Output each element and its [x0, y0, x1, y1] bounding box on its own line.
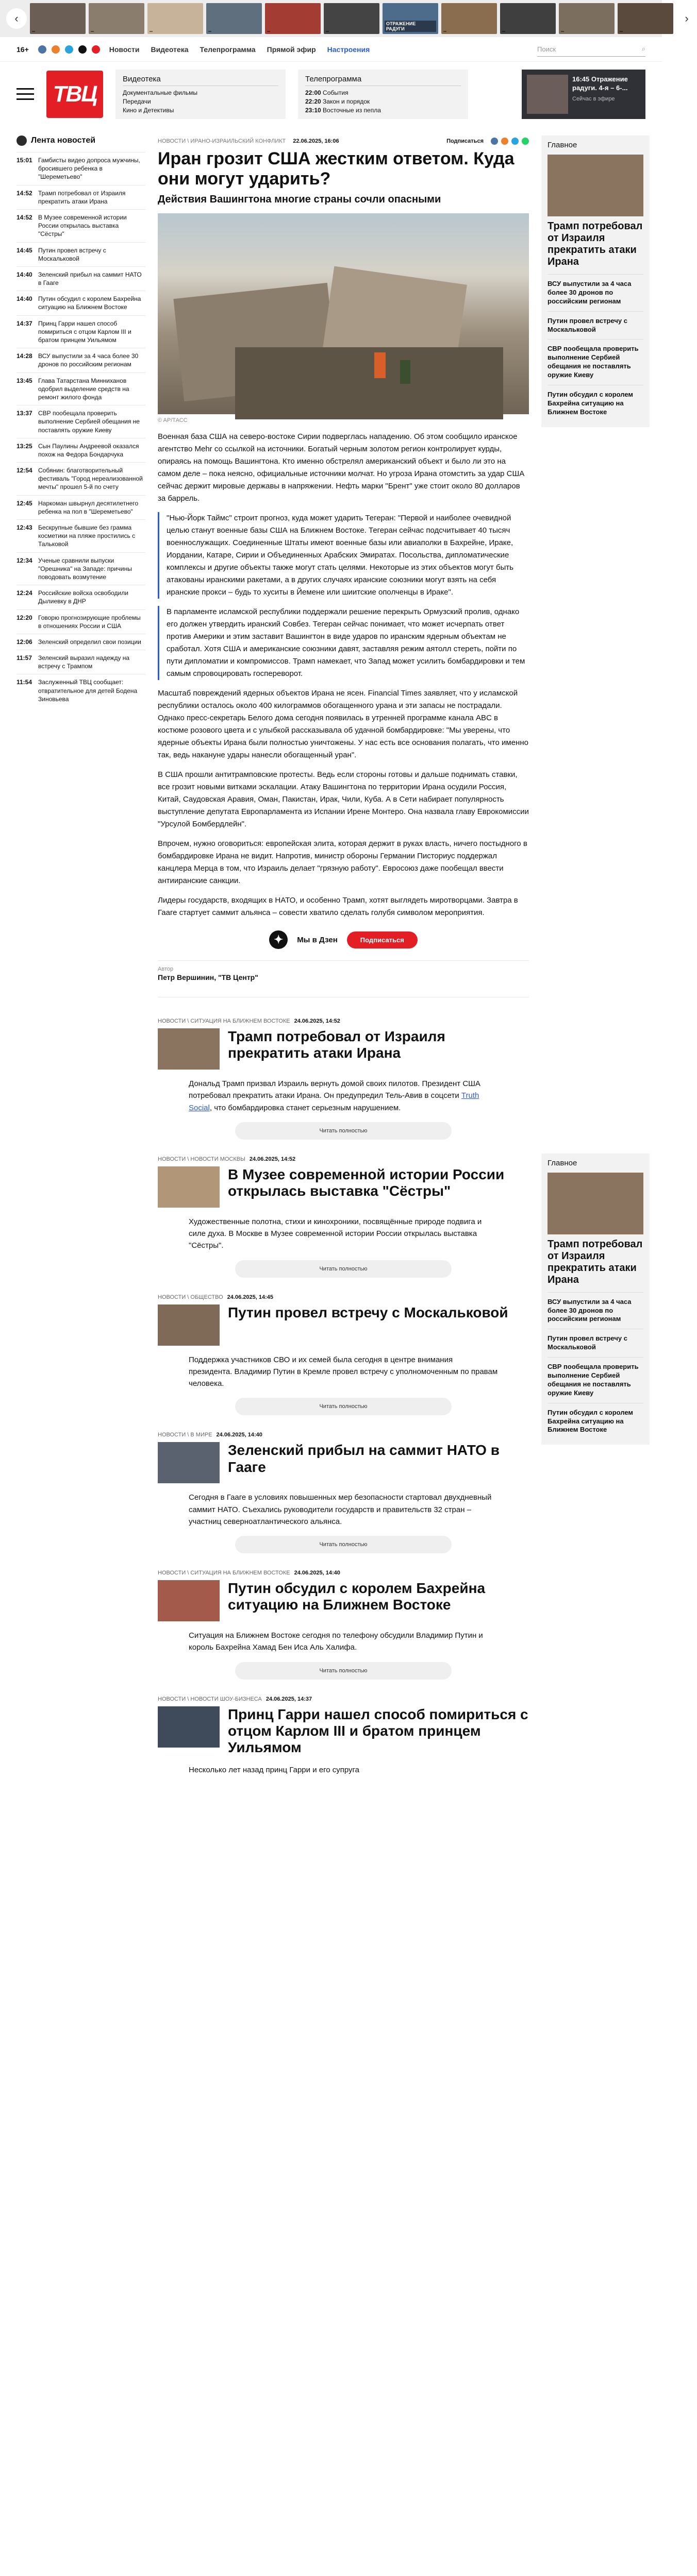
- feed-text: Трамп потребовал от Израиля прекратить атаки Ирана: [38, 189, 126, 205]
- feed-item[interactable]: [16, 152, 145, 185]
- image-caption: © AP/ТАСС: [158, 417, 188, 424]
- program-time: 22:20: [305, 97, 321, 105]
- promo-tile[interactable]: [559, 3, 615, 34]
- share-icons: [491, 138, 529, 145]
- article-paragraph: В США прошли антитрамповские протесты. Ведь если стороны готовы и дальше поднимать ставки, все грозит новыми витками эскалации. Атаку Вашингтона по территории Ирана осудили Россия, Китай, Саудовская Аравия, Оман, Пакистан, Ирак, Чили, Куба. А в Сети набирает популярность выступление депутата Европарламента из Испании Ирене Монтеро. Она назвала главу Еврокомиссии "Урсулой Бомбердлейн".: [158, 770, 529, 829]
- card-image[interactable]: [158, 1166, 220, 1208]
- feed-text: Бескрупные бывшие без грамма косметики на пляже простились с Тальковой: [38, 524, 136, 548]
- card-text-body: Сегодня в Гааге в условиях повышенных мер безопасности стартовал двухдневный саммит НАТО. Съехались руководители государств и правительств 32 стран – участниц северноатлантического альянса.: [189, 1493, 492, 1526]
- main-news-item[interactable]: СВР пообещала проверить выполнение Сербией обещания не поставлять оружие Киеву: [547, 339, 643, 385]
- read-more-button[interactable]: Читать полностью: [235, 1536, 452, 1553]
- feed-text: Путин обсудил с королем Бахрейна ситуацию на Ближнем Востоке: [38, 295, 141, 311]
- main-news-headline[interactable]: Трамп потребовал от Израиля прекратить атаки Ирана: [547, 221, 643, 267]
- main-news-item[interactable]: ВСУ выпустили за 4 часа более 30 дронов по российским регионам: [547, 1292, 643, 1329]
- article-card: [158, 1696, 529, 1776]
- author-name: Петр Вершинин, "ТВ Центр": [158, 973, 258, 982]
- promo-tile-label: [150, 31, 153, 32]
- article-card: [158, 1018, 529, 1140]
- promo-tile-label: [91, 31, 94, 32]
- feed-text: Путин провел встречу с Москальковой: [38, 246, 106, 262]
- dzen-label: Мы в Дзен: [297, 935, 338, 944]
- feed-text: Сын Паулины Андреевой оказался похож на Федора Бондарчука: [38, 442, 139, 458]
- article-card: [158, 1432, 529, 1553]
- feed-time: 12:34: [16, 556, 32, 564]
- feed-time: 12:45: [16, 499, 32, 507]
- card-date: 24.06.2025, 14:52: [249, 1156, 296, 1162]
- feed-time: 13:25: [16, 442, 32, 450]
- live-now-box[interactable]: [522, 70, 645, 119]
- card-image[interactable]: [158, 1580, 220, 1621]
- header: [0, 62, 662, 126]
- main-news-item[interactable]: ВСУ выпустили за 4 часа более 30 дронов по российским регионам: [547, 274, 643, 311]
- feed-item[interactable]: [16, 650, 145, 674]
- promo-tile-label: [620, 31, 623, 32]
- read-more-button[interactable]: Читать полностью: [235, 1398, 452, 1415]
- dzen-block: [158, 930, 529, 949]
- article-meta: [158, 138, 529, 145]
- ok-share-icon[interactable]: [501, 138, 508, 145]
- social-links: [38, 45, 100, 54]
- telegram-share-icon[interactable]: [511, 138, 519, 145]
- nav-news[interactable]: Новости: [109, 45, 140, 54]
- feed-item[interactable]: [16, 674, 145, 707]
- rutube-icon[interactable]: [92, 45, 100, 54]
- article-paragraph: Военная база США на северо-востоке Сирии подверглась нападению. Об этом сообщило иранское агентство Mehr со ссылкой на источники. Богатый черным золотом регион контролирует курды, опираясь на помощь Вашингтона. Кто именно обстрелял американский объект и было ли это на самом деле – пока неясно, официальные источники молчат. Но угроза Ирана отомстить за удар США сейчас держит мировые державы в напряжении. Нефть марки "Брент" уже стоит около 80 долларов за баррель.: [158, 432, 525, 503]
- card-rubric[interactable]: НОВОСТИ \ СИТУАЦИЯ НА БЛИЖНЕМ ВОСТОКЕ: [158, 1570, 290, 1577]
- promo-tile-label: ОТРАЖЕНИЕ РАДУГИ: [385, 21, 436, 32]
- clock-icon: [16, 135, 27, 146]
- videoteka-title: Видеотека: [123, 75, 278, 86]
- feed-time: 11:54: [16, 679, 32, 686]
- card-date: 24.06.2025, 14:45: [227, 1294, 273, 1300]
- feed-time: 15:01: [16, 157, 32, 164]
- promo-tile[interactable]: [147, 3, 203, 34]
- menu-icon[interactable]: [16, 88, 34, 100]
- main-news-item[interactable]: Путин обсудил с королем Бахрейна ситуацию на Ближнем Востоке: [547, 1403, 643, 1440]
- card-text: [158, 1078, 529, 1114]
- topbar: [0, 37, 662, 62]
- author-block: [158, 960, 529, 981]
- feed-item[interactable]: [16, 185, 145, 209]
- card-date: 24.06.2025, 14:40: [216, 1432, 262, 1438]
- feed-time: 12:43: [16, 524, 32, 531]
- card-text: [158, 1764, 529, 1776]
- card-title[interactable]: Зеленский прибыл на саммит НАТО в Гааге: [228, 1442, 500, 1475]
- feed-item[interactable]: [16, 609, 145, 634]
- nav-video[interactable]: Видеотека: [151, 45, 189, 54]
- ok-icon[interactable]: [52, 45, 60, 54]
- feed-item[interactable]: [16, 552, 145, 585]
- main-news-headline[interactable]: Трамп потребовал от Израиля прекратить атаки Ирана: [547, 1238, 643, 1285]
- feed-time: 13:45: [16, 377, 32, 384]
- live-title: 16:45 Отражение радуги. 4-я – 6-...: [572, 75, 628, 92]
- card-title[interactable]: В Музее современной истории России открылась выставка "Сёстры": [228, 1166, 505, 1199]
- videoteka-box[interactable]: [115, 70, 286, 119]
- feed-item[interactable]: [16, 585, 145, 609]
- card-rubric[interactable]: НОВОСТИ \ СИТУАЦИЯ НА БЛИЖНЕМ ВОСТОКЕ: [158, 1018, 290, 1025]
- program-time: 23:10: [305, 106, 321, 114]
- article-paragraph: Лидеры государств, входящих в НАТО, и особенно Трамп, хотят выглядеть миротворцами. Завтра в Гааге стартует саммит альянса – совести хватило сделать голубя символом мероприятия.: [158, 896, 518, 918]
- search-icon[interactable]: ⌕: [641, 45, 645, 53]
- feed-text: Гамбисты видео допроса мужчины, бросившего ребенка в "Шереметьево": [38, 157, 140, 181]
- feed-list: [16, 152, 145, 707]
- feed-item[interactable]: [16, 405, 145, 438]
- card-rubric[interactable]: НОВОСТИ \ НОВОСТИ МОСКВЫ: [158, 1156, 245, 1162]
- card-text: [158, 1492, 529, 1528]
- promo-tile[interactable]: [206, 3, 262, 34]
- card-text-body: Ситуация на Ближнем Востоке сегодня по телефону обсудили Владимир Путин и король Бахрейна Хамад Бен Иса Аль Халифа.: [189, 1631, 483, 1652]
- card-text-body: Поддержка участников СВО и их семей была сегодня в центре внимания президента. Владимир Путин в Кремле провел встречу с уполномоченным по правам человека.: [189, 1355, 498, 1388]
- feed-text: В Музее современной истории России открылась выставка "Сёстры": [38, 213, 127, 238]
- nav-moods[interactable]: Настроения: [327, 45, 370, 54]
- read-more-button[interactable]: Читать полностью: [235, 1662, 452, 1680]
- feed-item[interactable]: [16, 372, 145, 405]
- subscribe-link[interactable]: Подписаться: [446, 138, 484, 144]
- main-news-box: [541, 135, 650, 427]
- article-hero-image: [158, 213, 529, 414]
- main-content: [158, 126, 529, 1793]
- promo-tile[interactable]: [441, 3, 497, 34]
- read-more-button[interactable]: Читать полностью: [235, 1260, 452, 1278]
- promo-tile-label: [208, 31, 211, 32]
- telegram-icon[interactable]: [65, 45, 73, 54]
- feed-item[interactable]: [16, 348, 145, 372]
- feed-item[interactable]: [16, 291, 145, 315]
- feed-time: 13:37: [16, 410, 32, 417]
- card-text-body: Дональд Трамп призвал Израиль вернуть домой своих пилотов. Президент США потребовал прекратить атаки Ирана. Он предупредил Тель-Авив в соцсети: [189, 1079, 480, 1100]
- card-text-tail: , что бомбардировка станет серьезным нарушением.: [209, 1103, 401, 1112]
- promo-tile[interactable]: [89, 3, 144, 34]
- vk-icon[interactable]: [38, 45, 46, 54]
- feed-title: Лента новостей: [16, 135, 145, 146]
- card-rubric[interactable]: НОВОСТИ \ ОБЩЕСТВО: [158, 1294, 223, 1300]
- main-news-image[interactable]: [547, 155, 643, 216]
- promo-tiles: [30, 3, 673, 34]
- feed-time: 11:57: [16, 654, 32, 662]
- feed-time: 14:37: [16, 319, 32, 327]
- promo-tile-label: [443, 31, 446, 32]
- feed-text: Заслуженный ТВЦ сообщает: отвратительное для детей Бодена Зиновьева: [38, 679, 138, 703]
- read-more-button[interactable]: Читать полностью: [235, 1122, 452, 1140]
- age-rating: 16+: [16, 45, 29, 54]
- teleprogram-box[interactable]: [298, 70, 468, 119]
- feed-time: 14:40: [16, 295, 32, 303]
- article-paragraph: В парламенте исламской республики поддержали решение перекрыть Ормузский пролив, однако его должен утвердить иранский Совбез. Тегеран сейчас понимает, что может исчерпать ответ против Америки и этим заставит Вашингтон в виде ударов по иранским ядерным объектам не сработал. Хотя США и американские союзники давят, заставляя режим аятолл стереть, пойти по пути дипломатии и компромиссов. Трамп намекает, что Запад может усилить бомбардировки и тем самым спровоцировать госпереворот.: [158, 606, 529, 680]
- article-paragraph: Масштаб повреждений ядерных объектов Ирана не ясен. Financial Times заявляет, что у исламской республики осталось около 400 килограммов обогащенного урана и эти запасы не пострадали. Однако пресс-секретарь Белого дома сегодня появилась в утренней программе канала ABC в костюме розового цвета и с улыбкой рассказывала об удачной бомбардировке: "Мы уверены, что ядерные объекты Ирана были полностью уничтожены. У нас есть все основания полагать, что именно так, ведь накануне удары нанесли обогащенный уран".: [158, 689, 528, 760]
- feed-text: Зеленский выразил надежду на встречу с Трампом: [38, 654, 130, 670]
- feed-text: Зеленский определил свои позиции: [38, 638, 141, 646]
- dzen-icon: ✦: [269, 930, 288, 949]
- feed-text: Принц Гарри нашел способ помириться с отцом Карлом III и братом принцем Уильямом: [38, 319, 131, 344]
- main-news-item[interactable]: СВР пообещала проверить выполнение Сербией обещания не поставлять оружие Киеву: [547, 1357, 643, 1403]
- card-text: [158, 1630, 529, 1654]
- main-news-title: Главное: [547, 141, 577, 149]
- article-date: 22.06.2025, 16:06: [293, 138, 339, 144]
- live-label: Сейчас в эфире: [572, 95, 615, 102]
- card-title[interactable]: Путин обсудил с королем Бахрейна ситуацию на Ближнем Востоке: [228, 1580, 486, 1613]
- feed-item[interactable]: [16, 634, 145, 650]
- feed-time: 12:54: [16, 467, 32, 474]
- promo-tile-label: [502, 31, 505, 32]
- feed-time: 12:24: [16, 589, 32, 597]
- more-articles: [158, 1018, 529, 1776]
- logo[interactable]: ТВЦ: [46, 71, 103, 118]
- article-title: Иран грозит США жестким ответом. Куда они могут ударить?: [158, 149, 515, 189]
- promo-tile-label: [32, 31, 35, 32]
- feed-item[interactable]: [16, 438, 145, 462]
- program-name: События: [323, 89, 348, 96]
- article-quote: "Нью-Йорк Таймс" строит прогноз, куда может ударить Тегеран: "Первой и наиболее очевидной целью станут военные базы США на Ближнем Востоке. Тегеран сейчас подсчитывает 40 тысяч военнослужащих. Соединенные Штаты имеют военные базы или авиаполки в Бахрейне, Ираке, Иордании, Катаре, Сирии и Объединенных Арабских Эмиратах. Посольства, дипломатические комплексы и другие объекты также могут стать целями. Некоторые из этих объектов могут быть атакованы иранскими ракетами, а в других случаях иранские союзники могут взять на себя иранские прокси – будь то хуситы в Йемене или шиитские ополченцы в Ираке".: [158, 512, 529, 599]
- feed-text: Собянин: благотворительный фестиваль "Город нереализованной мечты" прошел 5-й по счету: [38, 467, 143, 491]
- card-rubric[interactable]: НОВОСТИ \ НОВОСТИ ШОУ-БИЗНЕСА: [158, 1696, 262, 1702]
- feed-text: ВСУ выпустили за 4 часа более 30 дронов по российским регионам: [38, 352, 139, 368]
- article-body: [158, 431, 529, 919]
- feed-item[interactable]: [16, 209, 145, 242]
- article-paragraph: Впрочем, нужно оговориться: европейская элита, которая держит в руках власть, ничего постыдного в бомбардировке Ирана не видит. Напротив, министр обороны Германии Писториус поддержал канцлера Мерца в том, что Израиль делает "грязную работу". Евросоюз даже пообещал ввести антииранские санкции.: [158, 839, 527, 886]
- promo-next-button[interactable]: ›: [676, 8, 697, 29]
- nav-live[interactable]: Прямой эфир: [267, 45, 316, 54]
- nav-tv-program[interactable]: Телепрограмма: [200, 45, 256, 54]
- article-card: [158, 1294, 529, 1416]
- feed-time: 14:40: [16, 270, 32, 278]
- card-date: 24.06.2025, 14:52: [294, 1018, 340, 1025]
- videoteka-link[interactable]: Передачи: [123, 97, 151, 105]
- vk-share-icon[interactable]: [491, 138, 498, 145]
- search-input[interactable]: [537, 42, 645, 57]
- feed-time: 14:52: [16, 189, 32, 197]
- promo-tile[interactable]: [265, 3, 321, 34]
- card-text-body: Художественные полотна, стихи и кинохроники, посвящённые природе подвига и силе духа. В Москве в Музее современной истории России открылась выставка "Сёстры".: [189, 1217, 482, 1250]
- feed-time: 14:52: [16, 213, 32, 221]
- card-title[interactable]: Принц Гарри нашел способ помириться с отцом Карлом III и братом принцем Уильямом: [228, 1706, 528, 1756]
- dzen-subscribe-button[interactable]: Подписаться: [347, 931, 418, 948]
- main-news-item[interactable]: Путин провел встречу с Москальковой: [547, 311, 643, 340]
- feed-time: 14:45: [16, 246, 32, 254]
- card-image[interactable]: [158, 1028, 220, 1070]
- main-news-image[interactable]: [547, 1173, 643, 1234]
- card-text: [158, 1216, 529, 1252]
- feed-text: Российские войска освободили Дылиевку в ДНР: [38, 589, 128, 605]
- card-rubric[interactable]: НОВОСТИ \ В МИРЕ: [158, 1432, 212, 1438]
- promo-tile[interactable]: [383, 3, 438, 34]
- feed-text: Глава Татарстана Минниханов одобрил выделение средств на ремонт жилого фонда: [38, 377, 129, 401]
- feed-item[interactable]: [16, 242, 145, 266]
- card-text-body: Несколько лет назад принц Гарри и его супруга: [189, 1766, 360, 1775]
- article-lead: Действия Вашингтона многие страны сочли опасными: [158, 194, 441, 206]
- news-feed: [16, 126, 145, 1793]
- feed-text: Зеленский прибыл на саммит НАТО в Гааге: [38, 270, 142, 287]
- card-date: 24.06.2025, 14:40: [294, 1570, 340, 1577]
- teleprogram-title: Телепрограмма: [305, 75, 461, 86]
- program-name: Восточные из пепла: [323, 106, 381, 114]
- feed-text: Ученые сравнили выпуски "Орешника" на Западе: причины поводовать возмутение: [38, 556, 132, 581]
- feed-item[interactable]: [16, 315, 145, 348]
- feed-item[interactable]: [16, 462, 145, 495]
- feed-time: 14:28: [16, 352, 32, 360]
- promo-tile[interactable]: [30, 3, 86, 34]
- feed-item[interactable]: [16, 519, 145, 552]
- feed-text: Говорю прогнозирующие проблемы в отношениях России и США: [38, 614, 141, 630]
- main-news-item[interactable]: Путин обсудил с королем Бахрейна ситуацию на Ближнем Востоке: [547, 385, 643, 422]
- top-nav: [109, 45, 370, 54]
- feed-item[interactable]: [16, 495, 145, 519]
- feed-text: Наркоман швырнул десятилетнего ребенка на пол в "Шереметьево": [38, 499, 139, 515]
- promo-tile[interactable]: [324, 3, 379, 34]
- card-image[interactable]: [158, 1304, 220, 1346]
- card-title[interactable]: Путин провел встречу с Москальковой: [228, 1304, 508, 1320]
- promo-tile[interactable]: [500, 3, 556, 34]
- promo-tile-label: [561, 31, 564, 32]
- card-link[interactable]: Truth Social: [189, 1091, 479, 1112]
- search-placeholder: Поиск: [537, 45, 556, 53]
- card-image[interactable]: [158, 1442, 220, 1483]
- feed-time: 12:06: [16, 638, 32, 646]
- right-sidebar: [541, 126, 650, 1793]
- promo-prev-button[interactable]: ‹: [6, 8, 27, 29]
- card-image[interactable]: [158, 1706, 220, 1748]
- card-text: [158, 1354, 529, 1390]
- promo-tile[interactable]: [618, 3, 673, 34]
- main-news-item[interactable]: Путин провел встречу с Москальковой: [547, 1329, 643, 1357]
- promo-tile-label: [326, 31, 329, 32]
- card-title[interactable]: Трамп потребовал от Израиля прекратить атаки Ирана: [228, 1028, 445, 1061]
- promo-carousel: [0, 0, 689, 37]
- main-news-box-repeat: [541, 1154, 650, 1445]
- main-news-title: Главное: [547, 1158, 577, 1167]
- dzen-icon[interactable]: [78, 45, 87, 54]
- feed-text: СВР пообещала проверить выполнение Сербией обещания не поставлять оружие Киеву: [38, 410, 140, 434]
- videoteka-link[interactable]: Кино и Детективы: [123, 106, 174, 114]
- feed-item[interactable]: [16, 266, 145, 291]
- program-name: Закон и порядок: [323, 97, 370, 105]
- promo-tile-label: [267, 31, 270, 32]
- videoteka-link[interactable]: Документальные фильмы: [123, 89, 197, 96]
- program-time: 22:00: [305, 89, 321, 96]
- whatsapp-share-icon[interactable]: [522, 138, 529, 145]
- article-card: [158, 1570, 529, 1680]
- feed-time: 12:20: [16, 614, 32, 621]
- card-date: 24.06.2025, 14:37: [265, 1696, 312, 1702]
- article-card: [158, 1156, 529, 1278]
- live-thumbnail: [527, 75, 568, 114]
- author-label: Автор: [158, 966, 174, 973]
- article-rubric[interactable]: НОВОСТИ \ ИРАНО-ИЗРАИЛЬСКИЙ КОНФЛИКТ: [158, 138, 286, 144]
